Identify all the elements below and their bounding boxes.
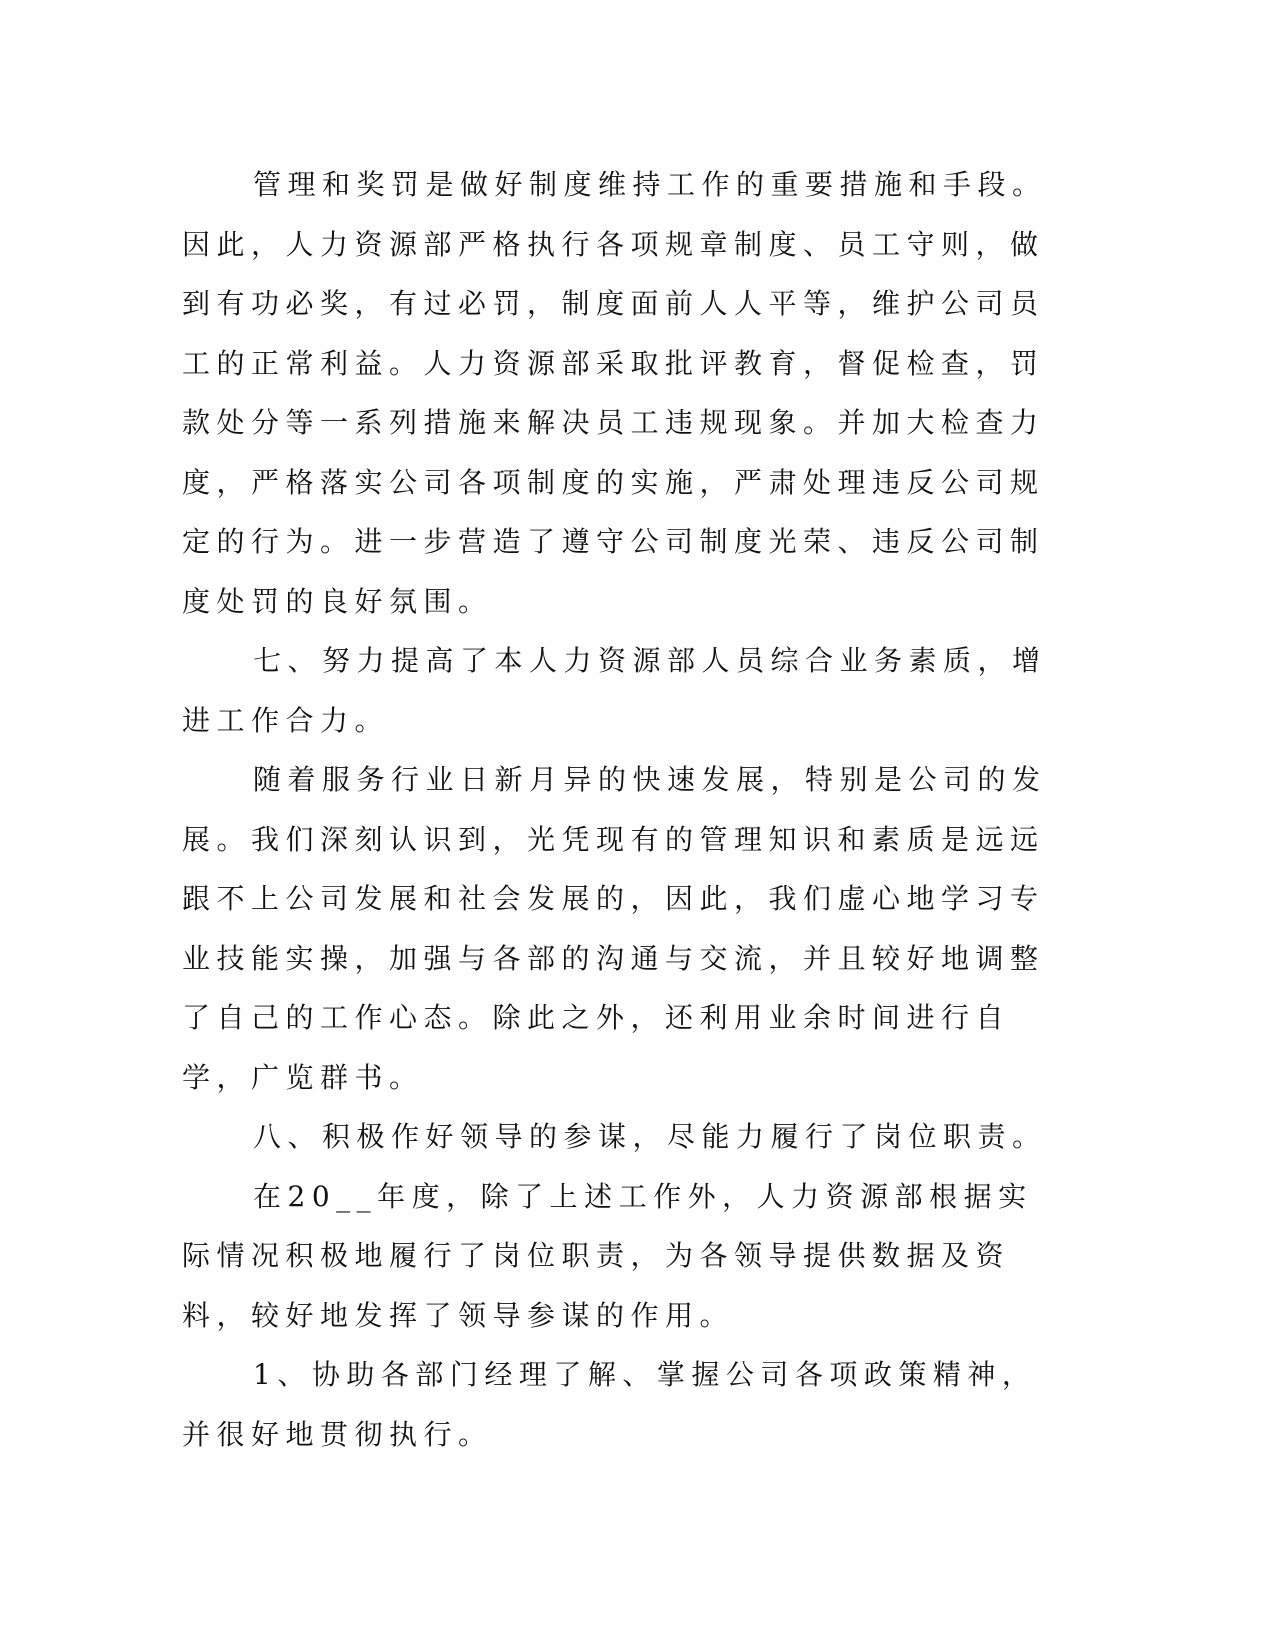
list-item-one: 1、协助各部门经理了解、掌握公司各项政策精神，并很好地贯彻执行。 [182, 1358, 1037, 1451]
paragraph-annual-duties: 在20__年度，除了上述工作外，人力资源部根据实际情况积极地履行了岗位职责，为各领导提供数据及资料，较好地发挥了领导参谋的作用。 [182, 1179, 1033, 1332]
section-heading-seven: 七、努力提高了本人力资源部人员综合业务素质，增进工作合力。 [182, 644, 1047, 737]
document-body [182, 155, 1052, 1464]
paragraph-discipline: 管理和奖罚是做好制度维持工作的重要措施和手段。因此，人力资源部严格执行各项规章制度、员工守则，做到有功必奖，有过必罚，制度面前人人平等，维护公司员工的正常利益。人力资源部采取批评教育，督促检查，罚款处分等一系列措施来解决员工违规现象。并加大检查力度，严格落实公司各项制度的实施，严肃处理违反公司规定的行为。进一步营造了遵守公司制度光荣、违反公司制度处罚的良好氛围。 [182, 168, 1047, 618]
paragraph-learning: 随着服务行业日新月异的快速发展，特别是公司的发展。我们深刻认识到，光凭现有的管理知识和素质是远远跟不上公司发展和社会发展的，因此，我们虚心地学习专业技能实操，加强与各部的沟通与交流，并且较好地调整了自己的工作心态。除此之外，还利用业余时间进行自学，广览群书。 [182, 763, 1047, 1094]
section-heading-eight: 八、积极作好领导的参谋，尽能力履行了岗位职责。 [253, 1120, 1047, 1153]
